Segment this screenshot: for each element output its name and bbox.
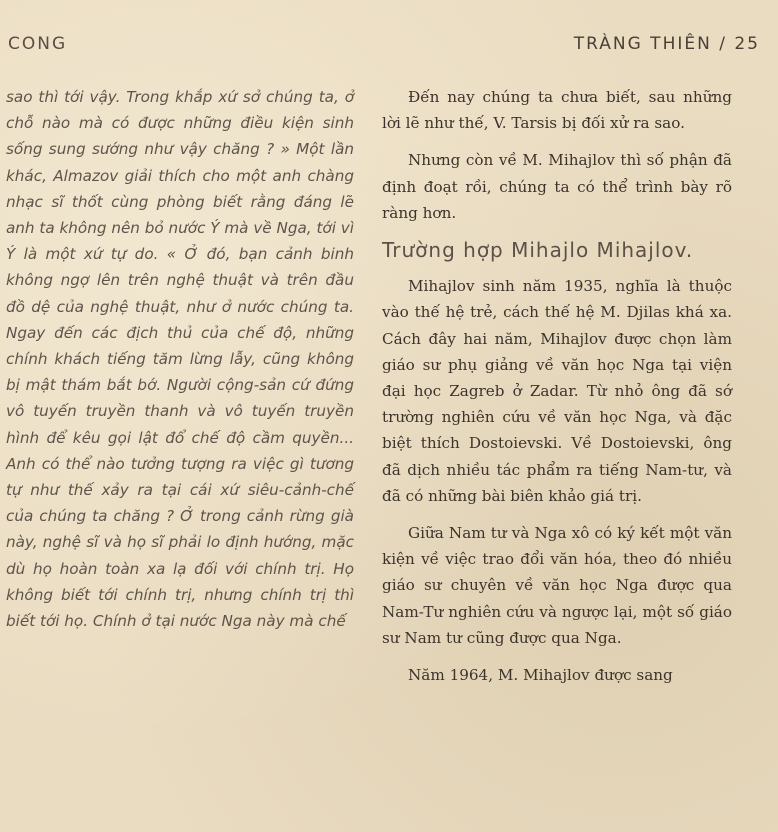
left-column-text: sao thì tới vậy. Trong khắp xứ sở chúng ta, ở chỗ nào mà có được những điều kiện sinh sống sung sướng như vậy chăng ? » Một lần khác, Almazov giải thích cho một anh chàng nhạc sĩ thốt cùng phòng biết rằng đáng lẽ anh ta không nên bỏ nước Ý mà về Nga, tới vì Ý là một xứ tự do. « Ở đó, bạn cảnh binh không ngợ lên trên nghệ thuật và trên đầu đồ dệ của nghệ thuật, như ở nước chúng ta. Ngay đến các địch thủ của chế độ, những chính khách tiếng tăm lừng lẫy, cũng không bị mật thám bắt bớ. Người cộng-sản cứ đứng vô tuyến truyền thanh và vô tuyến truyền hình để kêu gọi lật đổ chế độ cầm quyền... Anh có thể nào tưởng tượng ra việc gì tương tự như thế xảy ra tại cái xứ siêu-cảnh-chế của chúng ta chăng ? Ở trong cảnh rừng già này, nghệ sĩ và họ sĩ phải lo định hướng, mặc dù họ hoàn toàn xa lạ đối với chính trị. Họ không biết tới chính trị, nhưng chính trị thì biết tới họ. Chính ở tại nước Nga này mà chế (6, 88, 354, 631)
paragraph: Nhưng còn về M. Mihajlov thì số phận đã định đoạt rồi, chúng ta có thể trình bày rõ ràng hơn. (382, 151, 732, 222)
paragraph: Giữa Nam tư và Nga xô có ký kết một văn kiện về việc trao đổi văn hóa, theo đó nhiều giáo sư chuyên về văn học Nga được qua Nam-Tư nghiên cứu và ngược lại, một số giáo sư Nam tư cũng được qua Nga. (382, 524, 732, 647)
left-text-column (6, 84, 354, 634)
paragraph: Đến nay chúng ta chưa biết, sau những lời lẽ như thế, V. Tarsis bị đối xử ra sao. (382, 88, 732, 133)
running-header-left: CONG (8, 34, 68, 54)
right-text-column (382, 84, 732, 699)
paragraph: Mihajlov sinh năm 1935, nghĩa là thuộc vào thế hệ trẻ, cách thế hệ M. Djilas khá xa. Cách đây hai năm, Mihajlov được chọn làm giáo sư phụ giảng về văn học Nga tại viện đại học Zagreb ở Zadar. Từ nhỏ ông đã sớ trường nghiên cứu về văn học Nga, và đặc biệt thích Dostoievski. Về Dostoievski, ông đã dịch nhiều tác phẩm ra tiếng Nam-tư, và đã có những bài biên khảo giá trị. (382, 277, 732, 505)
section-heading: Trường hợp Mihajlo Mihajlov. (382, 238, 694, 263)
paragraph: Năm 1964, M. Mihajlov được sang (408, 666, 673, 685)
running-header-right: TRÀNG THIÊN / 25 (573, 34, 760, 54)
